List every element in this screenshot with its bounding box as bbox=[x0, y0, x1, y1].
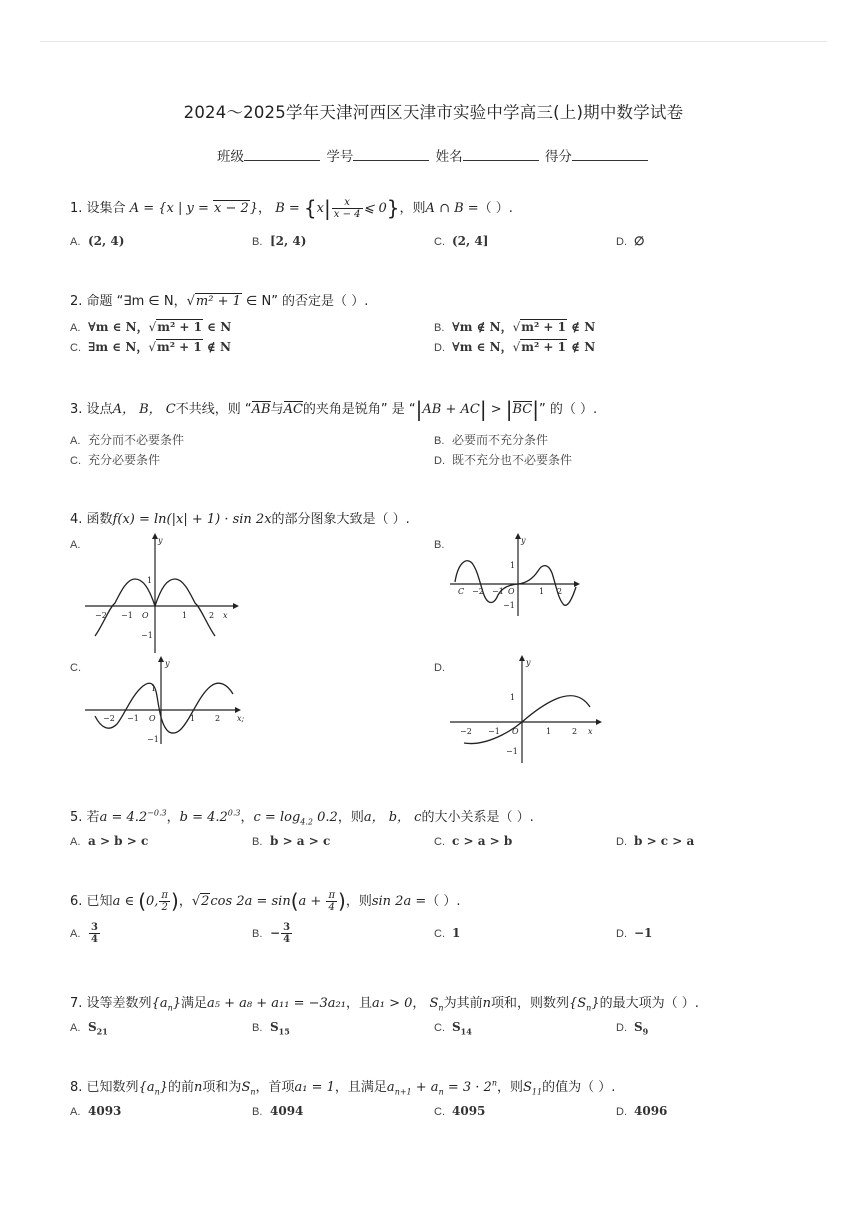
info-name: 姓名 bbox=[436, 145, 541, 165]
q4-option-b[interactable]: B. bbox=[434, 539, 445, 551]
svg-text:y: y bbox=[165, 659, 170, 668]
q4-option-a[interactable]: A. bbox=[70, 539, 81, 551]
info-class: 班级 bbox=[217, 145, 322, 165]
svg-text:O: O bbox=[142, 611, 149, 620]
q1-option-d[interactable]: D. ∅ bbox=[616, 234, 645, 248]
svg-text:−1: −1 bbox=[492, 587, 504, 596]
x-axis-arrow bbox=[233, 603, 239, 609]
question-2-stem: 2. 命题 “∃m ∈ N，√m² + 1 ∈ N” 的否定是（ ）. bbox=[70, 294, 369, 309]
q7-option-c[interactable]: C. $S_{14}$ bbox=[434, 1020, 472, 1037]
question-5-stem: 5. 若$a = 4.2^{-0.3}$，$b = 4.2^{0.3}$，$c = \log_{4.2} 0.2$，则a， b， c的大小关系是（ ）. bbox=[70, 808, 534, 827]
svg-text:x: x bbox=[223, 611, 228, 620]
student-info-line bbox=[0, 145, 867, 165]
q8-option-a[interactable]: A. 4093 bbox=[70, 1104, 122, 1118]
svg-text:1: 1 bbox=[510, 693, 516, 702]
vector-ac: AC bbox=[283, 402, 303, 417]
curve bbox=[455, 561, 576, 606]
svg-text:−2: −2 bbox=[95, 611, 107, 620]
q2-option-a[interactable]: A. ∀m ∈ N，√m² + 1 ∈ N bbox=[70, 320, 232, 334]
q3-option-a[interactable]: A. 充分而不必要条件 bbox=[70, 433, 185, 447]
svg-text:1: 1 bbox=[151, 684, 157, 693]
svg-text:−1: −1 bbox=[127, 714, 139, 723]
svg-text:−1: −1 bbox=[147, 735, 159, 744]
q4-option-c[interactable]: C. bbox=[70, 662, 81, 674]
curve bbox=[95, 683, 233, 733]
svg-text:C: C bbox=[458, 587, 465, 596]
fraction: $\frac{x}{x - 4}$ bbox=[333, 197, 361, 220]
q5-option-b[interactable]: B. b > a > c bbox=[252, 834, 331, 848]
x-axis-arrow bbox=[596, 719, 602, 725]
vector-ab: AB bbox=[251, 402, 271, 417]
svg-text:y: y bbox=[526, 658, 531, 667]
svg-text:−1: −1 bbox=[141, 631, 153, 640]
svg-text:y: y bbox=[521, 536, 526, 545]
svg-text:O: O bbox=[149, 714, 156, 723]
svg-text:1: 1 bbox=[510, 561, 516, 570]
y-axis-arrow bbox=[158, 656, 164, 662]
q1-option-a[interactable]: A. (2, 4) bbox=[70, 234, 125, 248]
curve bbox=[464, 696, 590, 744]
q6-option-b[interactable]: B. − $\frac{3}{4}$ bbox=[252, 922, 291, 945]
fraction: $\frac{\pi}{2}$ bbox=[161, 890, 168, 913]
q6-option-a[interactable]: A. $\frac{3}{4}$ bbox=[70, 922, 98, 945]
q7-option-a[interactable]: A. $S_{21}$ bbox=[70, 1020, 108, 1037]
q3-option-c[interactable]: C. 充分必要条件 bbox=[70, 453, 161, 467]
q1-option-c[interactable]: C. (2, 4] bbox=[434, 234, 489, 248]
info-id: 学号 bbox=[326, 145, 431, 165]
info-score: 得分 bbox=[545, 145, 650, 165]
q6-option-c[interactable]: C. 1 bbox=[434, 926, 461, 940]
question-7-stem: 7. 设等差数列$\{a_n\}$满足a₅ + a₈ + a₁₁ = −3a₂₁，且a₁ > 0， $S_n$为其前n项和，则数列$\{S_n\}$的最大项为（ ）. bbox=[70, 996, 699, 1013]
svg-text:1: 1 bbox=[147, 576, 153, 585]
q5-option-c[interactable]: C. c > a > b bbox=[434, 834, 513, 848]
svg-text:−1: −1 bbox=[121, 611, 133, 620]
q4-option-d[interactable]: D. bbox=[434, 662, 445, 674]
x-axis-arrow bbox=[235, 707, 241, 713]
question-3-stem: 3. 设点A， B， C不共线，则 “AB与AC的夹角是锐角” 是 “|AB + AC| > |BC|” 的（ ）. bbox=[70, 397, 598, 421]
page-title: 2024～2025学年天津河西区天津市实验中学高三(上)期中数学试卷 bbox=[183, 103, 684, 122]
svg-text:O: O bbox=[508, 587, 515, 596]
class-blank[interactable] bbox=[244, 148, 320, 161]
name-blank[interactable] bbox=[463, 148, 539, 161]
svg-text:−1: −1 bbox=[506, 747, 518, 756]
graph-b[interactable] bbox=[450, 533, 590, 618]
graph-a[interactable] bbox=[85, 533, 245, 658]
svg-text:−2: −2 bbox=[460, 727, 472, 736]
y-axis-arrow bbox=[519, 655, 525, 661]
q3-option-b[interactable]: B. 必要而不充分条件 bbox=[434, 433, 549, 447]
svg-text:−1: −1 bbox=[488, 727, 500, 736]
sqrt-expr: x − 2 bbox=[214, 201, 249, 216]
id-blank[interactable] bbox=[353, 148, 429, 161]
svg-text:1: 1 bbox=[546, 727, 552, 736]
svg-text:2: 2 bbox=[209, 611, 215, 620]
svg-text:2: 2 bbox=[572, 727, 578, 736]
q7-option-d[interactable]: D. $S_9$ bbox=[616, 1020, 649, 1037]
svg-text:−2: −2 bbox=[472, 587, 484, 596]
q7-option-b[interactable]: B. $S_{15}$ bbox=[252, 1020, 290, 1037]
svg-text:x: x bbox=[588, 727, 593, 736]
fraction: $\frac{\pi}{4}$ bbox=[328, 890, 336, 913]
q2-option-d[interactable]: D. ∀m ∈ N，√m² + 1 ∉ N bbox=[434, 340, 596, 354]
q3-option-d[interactable]: D. 既不充分也不必要条件 bbox=[434, 453, 573, 467]
question-8-stem: 8. 已知数列$\{a_n\}$的前n项和为$S_n$，首项a₁ = 1，且满足$a_{n+1} + a_n = 3 \cdot 2^n$，则$S_{11}$的值为（ ）. bbox=[70, 1078, 616, 1097]
svg-text:1: 1 bbox=[190, 714, 196, 723]
q5-option-a[interactable]: A. a > b > c bbox=[70, 834, 149, 848]
q8-option-d[interactable]: D. 4096 bbox=[616, 1104, 668, 1118]
svg-text:O: O bbox=[512, 727, 519, 736]
q6-option-d[interactable]: D. −1 bbox=[616, 926, 653, 940]
svg-text:2: 2 bbox=[557, 587, 563, 596]
graph-d[interactable] bbox=[450, 655, 610, 765]
graph-c[interactable] bbox=[85, 656, 250, 746]
svg-text:1: 1 bbox=[539, 587, 545, 596]
q5-option-d[interactable]: D. b > c > a bbox=[616, 834, 695, 848]
x-axis-arrow bbox=[574, 581, 580, 587]
question-4-stem: 4. 函数f(x) = ln(|x| + 1) · sin 2x的部分图象大致是（ ）. bbox=[70, 512, 410, 527]
question-1-stem: 1. 设集合 A = {x | y = x − 2}， B = {x| $\frac{x}{x - 4}$ ⩽ 0}，则A ∩ B =（ ）. bbox=[70, 196, 513, 220]
q2-option-b[interactable]: B. ∀m ∉ N，√m² + 1 ∉ N bbox=[434, 320, 596, 334]
question-6-stem: 6. 已知a ∈ (0, $\frac{\pi}{2}$ )，√2cos 2a = sin(a + $\frac{\pi}{4}$ )，则sin 2a =（ ）. bbox=[70, 889, 461, 913]
svg-text:2: 2 bbox=[215, 714, 221, 723]
svg-text:−2: −2 bbox=[103, 714, 115, 723]
q2-option-c[interactable]: C. ∃m ∈ N，√m² + 1 ∉ N bbox=[70, 340, 231, 354]
svg-text:y: y bbox=[158, 536, 163, 545]
score-blank[interactable] bbox=[572, 148, 648, 161]
svg-text:x;: x; bbox=[237, 714, 245, 723]
header-rule bbox=[40, 41, 827, 42]
svg-text:1: 1 bbox=[182, 611, 188, 620]
q1-option-b[interactable]: B. [2, 4) bbox=[252, 234, 307, 248]
svg-text:−1: −1 bbox=[503, 601, 515, 610]
q8-option-c[interactable]: C. 4095 bbox=[434, 1104, 486, 1118]
q8-option-b[interactable]: B. 4094 bbox=[252, 1104, 304, 1118]
